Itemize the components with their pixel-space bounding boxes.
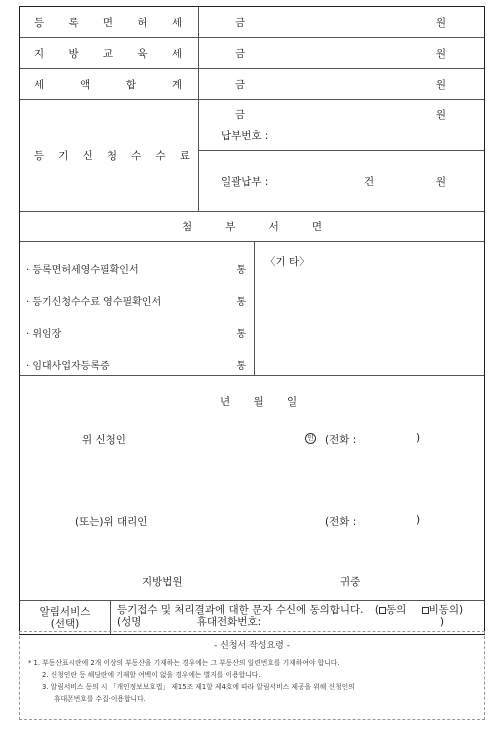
alarm-service-body: 등기접수 및 처리결과에 대한 문자 수신에 동의합니다. ( 동의 비동의) (성명 휴대전화번호: ): [117, 604, 464, 628]
date-field[interactable]: 년 월 일: [220, 396, 298, 408]
attachment-item[interactable]: · 위임장 통: [26, 328, 246, 340]
registration-fee-row: [20, 100, 484, 212]
registration-fee-label: 등 기 신 청 수 수 료: [20, 100, 199, 211]
instruction-line: 3. 알림서비스 동의 시 「개인정보보호법」 제15조 제1항 제4호에 따라 알림서비스 제공을 위해 신청인의: [42, 683, 355, 691]
applicant-phone-label: (전화 :: [325, 434, 357, 446]
tax-amount-field[interactable]: 금 원: [235, 16, 446, 29]
agent-phone-label: (전화 :: [325, 516, 357, 528]
agent-phone-close: ): [416, 514, 421, 526]
registration-fee-values: [199, 100, 484, 211]
name-field[interactable]: (성명: [117, 616, 142, 628]
other-label: 〈기 타〉: [265, 256, 310, 268]
tax-row-total: [20, 69, 484, 100]
attachments-list: [20, 242, 255, 375]
disagree-checkbox[interactable]: [422, 607, 429, 614]
agent-label: (또는)위 대리인: [75, 516, 148, 528]
bulk-payment-field[interactable]: 일괄납부 : 건 원: [199, 150, 484, 211]
tax-label: 등 록 면 허 세: [20, 7, 199, 37]
signature-block: [20, 376, 484, 601]
court-label: 지방법원: [142, 576, 183, 588]
phone-field[interactable]: 휴대전화번호:: [196, 616, 262, 628]
attachment-item[interactable]: · 등록면허세영수필확인서 통: [26, 264, 246, 276]
attachment-item[interactable]: · 등기신청수수료 영수필확인서 통: [26, 296, 246, 308]
instruction-line: * 1. 부동산표시란에 2개 이상의 부동산을 기재하는 경우에는 그 부동산의 일련번호를 기재하여야 합니다.: [28, 659, 340, 667]
applicant-phone-close: ): [416, 432, 421, 444]
tax-amount-field[interactable]: 금 원: [235, 47, 446, 60]
attachments-other[interactable]: [255, 242, 484, 375]
registration-fee-amount[interactable]: 금 원 납부번호 :: [221, 109, 446, 142]
tax-row-registration-license: [20, 7, 484, 38]
alarm-service-row: [20, 601, 484, 634]
tax-label: 지 방 교 육 세: [20, 38, 199, 68]
instruction-line: 2. 신청인란 등 해당란에 기재할 여백이 없을 경우에는 별지를 이용합니다.: [42, 671, 261, 679]
agree-checkbox[interactable]: [379, 607, 386, 614]
alarm-service-label: 알림서비스 (선택): [20, 601, 111, 634]
court-suffix: 귀중: [340, 576, 361, 588]
instructions-box: [19, 631, 485, 720]
attachment-item[interactable]: · 임대사업자등록증 통: [26, 360, 246, 372]
instructions-title: - 신청서 작성요령 -: [214, 641, 290, 651]
instruction-line: 휴대폰번호를 수집·이용합니다.: [54, 695, 146, 703]
seal-icon: 인: [305, 433, 316, 444]
applicant-label: 위 신청인: [82, 434, 126, 446]
registration-form: [19, 6, 485, 635]
tax-amount-field[interactable]: 금 원: [235, 78, 446, 91]
attachments-row: [20, 242, 484, 376]
tax-row-local-education: [20, 38, 484, 69]
tax-label: 세 액 합 계: [20, 69, 199, 99]
payment-number-label: 납부번호 :: [221, 130, 269, 142]
attachments-title: 첨 부 서 면: [20, 212, 484, 242]
